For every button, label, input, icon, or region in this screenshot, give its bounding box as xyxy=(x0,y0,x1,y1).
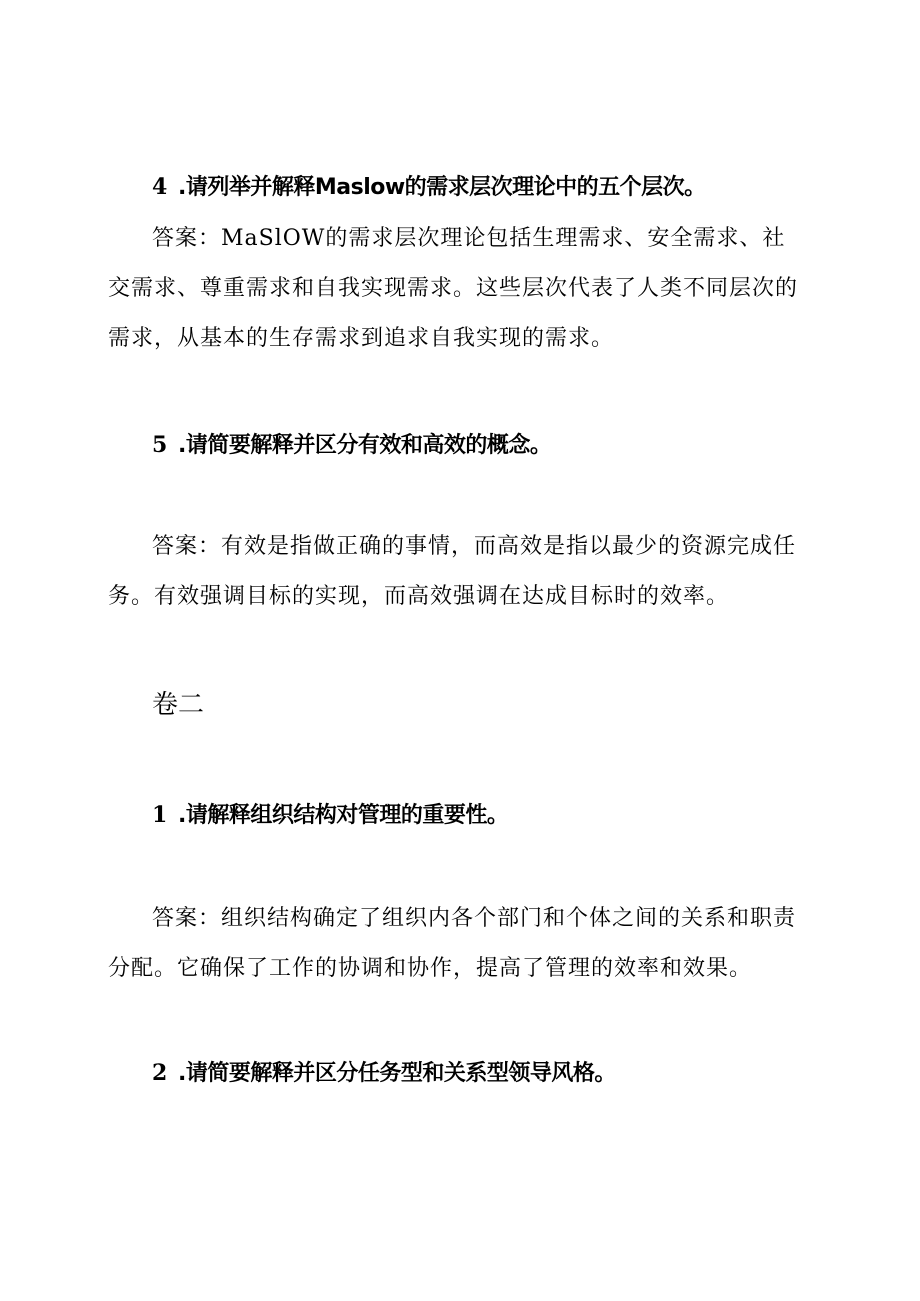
question-5 xyxy=(152,430,551,461)
question-text: .请简要解释并区分有效和高效的概念。 xyxy=(178,433,552,458)
question-2 xyxy=(152,1058,616,1089)
question-4 xyxy=(152,172,706,203)
question-number: 5 xyxy=(152,432,167,458)
question-number: 1 xyxy=(152,802,167,828)
answer-4: 答案：MaSlOW的需求层次理论包括生理需求、安全需求、社交需求、尊重需求和自我实现需求。这些层次代表了人类不同层次的需求，从基本的生存需求到追求自我实现的需求。 xyxy=(108,226,799,351)
answer-1: 答案：组织结构确定了组织内各个部门和个体之间的关系和职责分配。它确保了工作的协调和协作，提高了管理的效率和效果。 xyxy=(108,906,797,981)
question-text: .请解释组织结构对管理的重要性。 xyxy=(178,803,509,828)
question-1 xyxy=(152,800,508,831)
section-title: 卷二 xyxy=(152,690,205,720)
question-number: 4 xyxy=(152,174,167,200)
question-text: .请列举并解释Maslow的需求层次理论中的五个层次。 xyxy=(178,175,706,200)
question-text: .请简要解释并区分任务型和关系型领导风格。 xyxy=(178,1061,616,1086)
question-number: 2 xyxy=(152,1060,167,1086)
answer-5: 答案：有效是指做正确的事情，而高效是指以最少的资源完成任务。有效强调目标的实现，而高效强调在达成目标时的效率。 xyxy=(108,534,797,609)
